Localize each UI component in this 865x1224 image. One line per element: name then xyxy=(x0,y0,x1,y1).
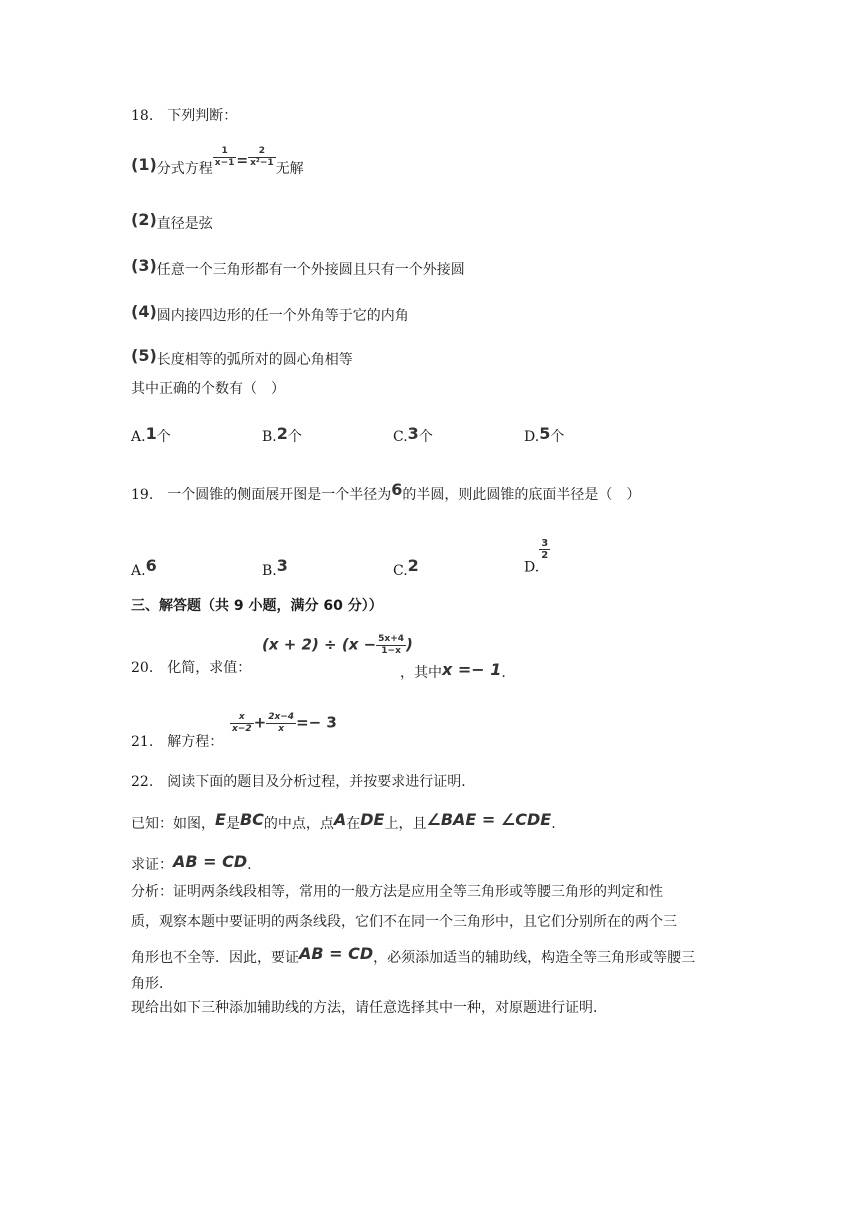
q22-analysis-line-3: 角形也不全等．因此，要证AB = CD，必须添加适当的辅助线，构造全等三角形或等腰三 xyxy=(131,944,696,966)
q19-option-a: A.6 xyxy=(131,556,157,579)
q21-label: 21. 解方程： xyxy=(131,734,224,750)
q20-expression: (x + 2) ÷ (x − $\frac{5x+4}{1-x}$ ) xyxy=(262,634,413,656)
q18-option-a: A.1个 xyxy=(131,424,171,445)
q19-option-d: D. $\frac{3}{2}$ xyxy=(524,538,549,576)
fraction-right: $\frac{2}{\text{x²−1}}$ xyxy=(250,146,274,168)
q22-prove: 求证：AB = CD. xyxy=(131,852,252,873)
fraction-left: $\frac{1}{x-1}$ xyxy=(214,146,235,168)
q20-condition: ，其中x =− 1. xyxy=(400,660,506,681)
q22-given: 已知：如图，E是BC的中点，点A在DE上，且∠BAE = ∠CDE. xyxy=(131,810,556,832)
q18-question: 其中正确的个数有（ ） xyxy=(131,381,285,397)
q19-stem: 19. 一个圆锥的侧面展开图是一个半径为6的半圆，则此圆锥的底面半径是（ ） xyxy=(131,480,641,503)
q22-analysis-line-2: 质，观察本题中要证明的两条线段，它们不在同一个三角形中，且它们分别所在的两个三 xyxy=(131,914,677,930)
q22-final: 现给出如下三种添加辅助线的方法，请任意选择其中一种，对原题进行证明． xyxy=(131,1000,607,1016)
q18-item-2 xyxy=(131,210,213,233)
q18-option-b: B.2个 xyxy=(262,424,302,445)
item-number: (3) xyxy=(131,256,157,275)
item-number: (1) xyxy=(131,155,157,174)
q18-item-3 xyxy=(131,256,465,279)
q20-label: 20. 化简，求值： xyxy=(131,660,252,676)
q18-item-4 xyxy=(131,302,409,325)
q18-option-d: D.5个 xyxy=(524,424,565,445)
item-text: 任意一个三角形都有一个外接圆且只有一个外接圆 xyxy=(156,262,465,278)
item-number: (5) xyxy=(131,346,157,365)
item-number: (4) xyxy=(131,302,157,321)
q19-option-c: C.2 xyxy=(393,556,419,579)
q18-stem: 18. 下列判断： xyxy=(131,108,238,124)
section-heading: 三、解答题（共 9 小题，满分 60 分）） xyxy=(131,598,383,614)
q22-analysis-line-4: 角形． xyxy=(131,976,173,992)
q22-analysis-line-1: 分析：证明两条线段相等，常用的一般方法是应用全等三角形或等腰三角形的判定和性 xyxy=(131,884,663,900)
q18-item-5 xyxy=(131,346,353,369)
q21-equation: $\frac{x}{x-2}$ + $\frac{2x-4}{x}$ =− 3 xyxy=(232,712,337,734)
item-number: (2) xyxy=(131,210,157,229)
item-text: 直径是弦 xyxy=(156,216,213,232)
item-text-end: 无解 xyxy=(275,161,304,177)
q19-option-b: B.3 xyxy=(262,556,288,579)
item-text: 长度相等的弧所对的圆心角相等 xyxy=(156,352,353,368)
equals-sign: = xyxy=(236,153,249,169)
item-text: 分式方程 xyxy=(156,161,213,177)
q18-item-1 xyxy=(131,146,304,178)
fraction-2: $\frac{2x-4}{x}$ xyxy=(268,712,295,734)
q18-option-c: C.3个 xyxy=(393,424,433,445)
q22-stem: 22. 阅读下面的题目及分析过程，并按要求进行证明． xyxy=(131,774,476,790)
fraction: $\frac{5x+4}{1-x}$ xyxy=(378,634,405,656)
fraction-1: $\frac{x}{x-2}$ xyxy=(232,712,252,734)
fraction: $\frac{3}{2}$ xyxy=(541,538,549,561)
item-text: 圆内接四边形的任一个外角等于它的内角 xyxy=(156,308,409,324)
